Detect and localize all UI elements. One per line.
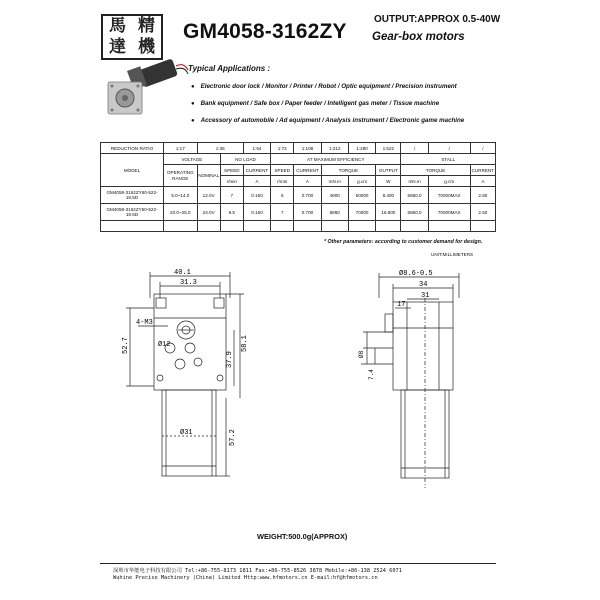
weight-label: WEIGHT:500.0g(APPROX) bbox=[257, 532, 348, 541]
application-item: ● Bank equipment / Safe box / Paper feeder / Intelligent gas meter / Tissue machine bbox=[191, 100, 439, 107]
footer-contact: 深圳市华能电子科技有限公司 Tel:+86-755-8173 1811 Fax:+86-755-8526 3878 Mobile:+86-138 2524 6071 bbox=[113, 568, 402, 574]
unit-cell: g.cm bbox=[348, 176, 375, 187]
ratio-cell: 1:108 bbox=[294, 143, 321, 154]
ratio-cell: 1:522 bbox=[376, 143, 401, 154]
ratio-cell: / bbox=[470, 143, 495, 154]
dim-label: 37.9 bbox=[226, 351, 234, 368]
unit-cell: r/min bbox=[220, 176, 243, 187]
unit-cell: mN.m bbox=[321, 176, 348, 187]
unit-cell: g.cm bbox=[428, 176, 470, 187]
nl-current-cell: 0.150 bbox=[243, 187, 270, 204]
dim-label: 57.2 bbox=[229, 429, 237, 446]
nominal-header: NOMINAL bbox=[197, 165, 220, 187]
dim-label: 34 bbox=[419, 281, 428, 289]
current-header: CURRENT bbox=[470, 165, 495, 176]
dim-label: 58.1 bbox=[241, 335, 249, 352]
application-item: ● Electronic door lock / Monitor / Printer / Robot / Optic equipment / Precision instrument bbox=[191, 83, 457, 90]
st-torque-mn-cell: 6860.0 bbox=[401, 187, 428, 204]
unit-note: UNIT:MILLIMETERS bbox=[431, 252, 474, 257]
me-torque-mn-cell: 4900 bbox=[321, 187, 348, 204]
speed-header: SPEED bbox=[220, 165, 243, 176]
range-cell: 5.0~14.0 bbox=[164, 187, 198, 204]
output-range: OUTPUT:APPROX 0.5-40W bbox=[374, 14, 501, 25]
unit-cell: A bbox=[294, 176, 321, 187]
model-cell: GM4058-3162ZY50-522-19.5D bbox=[101, 204, 164, 221]
unit-cell: W bbox=[376, 176, 401, 187]
dim-label: 31.3 bbox=[180, 279, 197, 287]
ratio-cell: 1:36 bbox=[197, 143, 243, 154]
st-torque-g-cell: 70000MAX bbox=[428, 204, 470, 221]
unit-cell: r/min bbox=[271, 176, 294, 187]
output-header: OUTPUT bbox=[376, 165, 401, 176]
applications-title: Typical Applications : bbox=[188, 64, 271, 73]
operating-header: OPERATING RANGE bbox=[164, 165, 198, 187]
speed-header: SPEED bbox=[271, 165, 294, 176]
dim-label: Ø8.6-0.5 bbox=[399, 270, 433, 278]
dim-label: Ø8 bbox=[358, 350, 365, 358]
me-current-cell: 0.700 bbox=[294, 187, 321, 204]
torque-header: TORQUE bbox=[321, 165, 376, 176]
st-torque-g-cell: 70000MAX bbox=[428, 187, 470, 204]
ratio-cell: 1:212 bbox=[321, 143, 348, 154]
me-speed-cell: 7 bbox=[271, 204, 294, 221]
me-current-cell: 0.700 bbox=[294, 204, 321, 221]
model-header: MODEL bbox=[101, 154, 164, 187]
footer-company: Wuhine Precise Machinery (China) Limited Http:www.hfmotors.cn E-mail:hf@hfmotors.cn bbox=[113, 575, 378, 581]
range-cell: 20.0~25.0 bbox=[164, 204, 198, 221]
ratio-cell: 1:72 bbox=[271, 143, 294, 154]
st-current-cell: 2.80 bbox=[470, 187, 495, 204]
nl-current-cell: 0.160 bbox=[243, 204, 270, 221]
ratio-label: REDUCTION RATIO bbox=[101, 143, 164, 154]
footer-divider bbox=[100, 563, 496, 564]
dim-label: 7.4 bbox=[368, 369, 375, 380]
table-row bbox=[101, 187, 496, 204]
side-view-drawing bbox=[345, 268, 485, 508]
current-header: CURRENT bbox=[294, 165, 321, 176]
me-torque-g-cell: 50000 bbox=[348, 187, 375, 204]
ratio-cell: / bbox=[428, 143, 470, 154]
brand-logo bbox=[101, 14, 163, 60]
ratio-row bbox=[101, 143, 496, 154]
stall-header: STALL bbox=[401, 154, 496, 165]
dim-label: 52.7 bbox=[122, 337, 130, 354]
torque-header: TORQUE bbox=[401, 165, 470, 176]
dim-label: Ø31 bbox=[180, 429, 193, 437]
table-row bbox=[101, 204, 496, 221]
logo-char: 精 bbox=[138, 16, 155, 36]
ratio-cell: 1:280 bbox=[348, 143, 375, 154]
dim-label: 4-M3 bbox=[136, 319, 153, 327]
motor-photo bbox=[100, 58, 190, 128]
nominal-cell: 24.0V bbox=[197, 204, 220, 221]
voltage-header: VOLTAGE bbox=[164, 154, 221, 165]
application-item: ● Accessory of automobile / Ad equipment / Analysis instrument / Electronic game machine bbox=[191, 117, 464, 124]
noload-header: NO LOAD bbox=[220, 154, 270, 165]
me-torque-mn-cell: 6860 bbox=[321, 204, 348, 221]
unit-cell: A bbox=[243, 176, 270, 187]
maxeff-header: AT MAXIMUM EFFICIENCY bbox=[271, 154, 401, 165]
product-subtitle: Gear-box motors bbox=[372, 31, 465, 43]
dim-label: 31 bbox=[421, 292, 430, 300]
design-note: * Other parameters: according to customer demand for design. bbox=[324, 239, 483, 245]
current-header: CURRENT bbox=[243, 165, 270, 176]
ratio-cell: 1:17 bbox=[164, 143, 198, 154]
me-output-cell: 8.400 bbox=[376, 187, 401, 204]
unit-cell: mN.m bbox=[401, 176, 428, 187]
st-current-cell: 2.50 bbox=[470, 204, 495, 221]
dim-label: Ø12 bbox=[158, 341, 171, 349]
dim-label: 40.1 bbox=[174, 269, 191, 277]
me-speed-cell: 6 bbox=[271, 187, 294, 204]
spec-table bbox=[100, 142, 496, 232]
ratio-cell: / bbox=[401, 143, 428, 154]
st-torque-mn-cell: 6860.0 bbox=[401, 204, 428, 221]
logo-char: 達 bbox=[109, 37, 126, 57]
me-torque-g-cell: 70000 bbox=[348, 204, 375, 221]
me-output-cell: 16.800 bbox=[376, 204, 401, 221]
logo-char: 機 bbox=[138, 37, 155, 57]
nl-speed-cell: 7 bbox=[220, 187, 243, 204]
front-view-drawing bbox=[118, 268, 288, 508]
nominal-cell: 12.0V bbox=[197, 187, 220, 204]
nl-speed-cell: 9.5 bbox=[220, 204, 243, 221]
logo-char: 馬 bbox=[109, 16, 126, 36]
model-cell: GM4058-3162ZY60-522-19.5D bbox=[101, 187, 164, 204]
ratio-cell: 1:54 bbox=[243, 143, 270, 154]
model-title: GM4058-3162ZY bbox=[183, 20, 347, 43]
dim-label: 17 bbox=[397, 301, 406, 309]
unit-cell: A bbox=[470, 176, 495, 187]
